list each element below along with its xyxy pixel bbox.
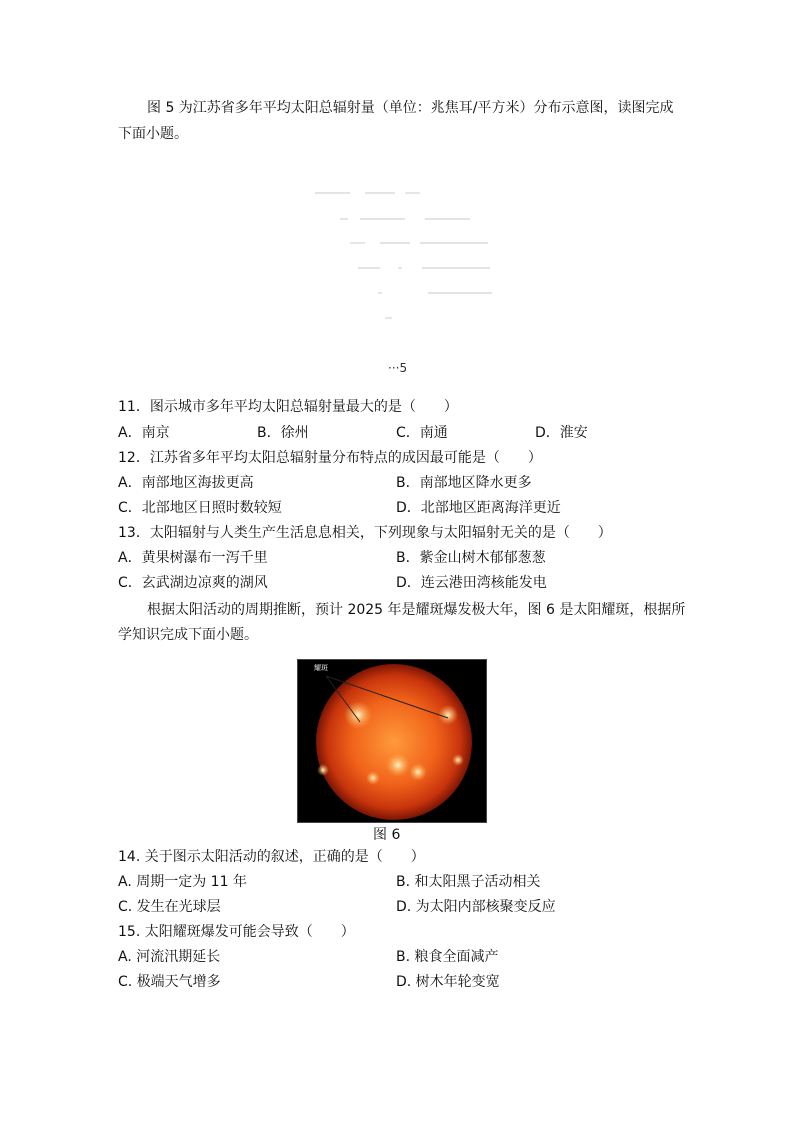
- intro-paragraph-1-line-1: 图 5 为江苏省多年平均太阳总辐射量（单位：兆焦耳/平方米）分布示意图，读图完成: [147, 100, 674, 116]
- question-15-stem: 15. 太阳耀斑爆发可能会导致（ ）: [118, 924, 355, 940]
- question-12-option-a: A．南部地区海拔更高: [118, 475, 254, 491]
- question-15-option-b: B. 粮食全面减产: [396, 949, 499, 965]
- figure-6-caption: 图 6: [373, 827, 401, 843]
- question-13-option-b: B．紫金山树木郁郁葱葱: [396, 550, 546, 566]
- question-11-option-d: D．淮安: [535, 425, 588, 441]
- figure-6-solar-flare-image: [297, 659, 487, 823]
- question-15-option-c: C. 极端天气增多: [118, 974, 221, 990]
- flare-label: 耀斑: [314, 664, 328, 672]
- sun-illustration: [298, 660, 486, 822]
- question-13-option-d: D．连云港田湾核能发电: [396, 575, 547, 591]
- question-11-option-b: B．徐州: [257, 425, 309, 441]
- question-11-stem: 11．图示城市多年平均太阳总辐射量最大的是（ ）: [118, 399, 458, 415]
- intro-paragraph-2-line-2: 学知识完成下面小题。: [118, 627, 258, 643]
- question-11-option-c: C．南通: [396, 425, 448, 441]
- question-13-stem: 13．太阳辐射与人类生产生活息息相关，下列现象与太阳辐射无关的是（ ）: [118, 525, 612, 541]
- question-15-option-a: A. 河流汛期延长: [118, 949, 221, 965]
- question-15-option-d: D. 树木年轮变宽: [396, 974, 500, 990]
- question-14-stem: 14. 关于图示太阳活动的叙述，正确的是（ ）: [118, 849, 425, 865]
- question-14-option-c: C. 发生在光球层: [118, 899, 221, 915]
- question-14-option-d: D. 为太阳内部核聚变反应: [396, 899, 556, 915]
- question-13-option-a: A．黄果树瀑布一泻千里: [118, 550, 268, 566]
- question-14-option-a: A. 周期一定为 11 年: [118, 874, 247, 890]
- question-12-option-d: D．北部地区距离海洋更近: [396, 500, 561, 516]
- intro-paragraph-2-line-1: 根据太阳活动的周期推断，预计 2025 年是耀斑爆发极大年，图 6 是太阳耀斑，根据所: [147, 602, 686, 618]
- question-12-stem: 12．江苏省多年平均太阳总辐射量分布特点的成因最可能是（ ）: [118, 450, 542, 466]
- question-13-option-c: C．玄武湖边凉爽的湖风: [118, 575, 268, 591]
- figure-5-map: [310, 185, 510, 320]
- question-14-option-b: B. 和太阳黑子活动相关: [396, 874, 541, 890]
- question-11-option-a: A．南京: [118, 425, 170, 441]
- question-12-option-b: B．南部地区降水更多: [396, 475, 532, 491]
- question-12-option-c: C．北部地区日照时数较短: [118, 500, 282, 516]
- intro-paragraph-1-line-2: 下面小题。: [118, 126, 188, 142]
- figure-5-caption: ···5: [388, 361, 408, 375]
